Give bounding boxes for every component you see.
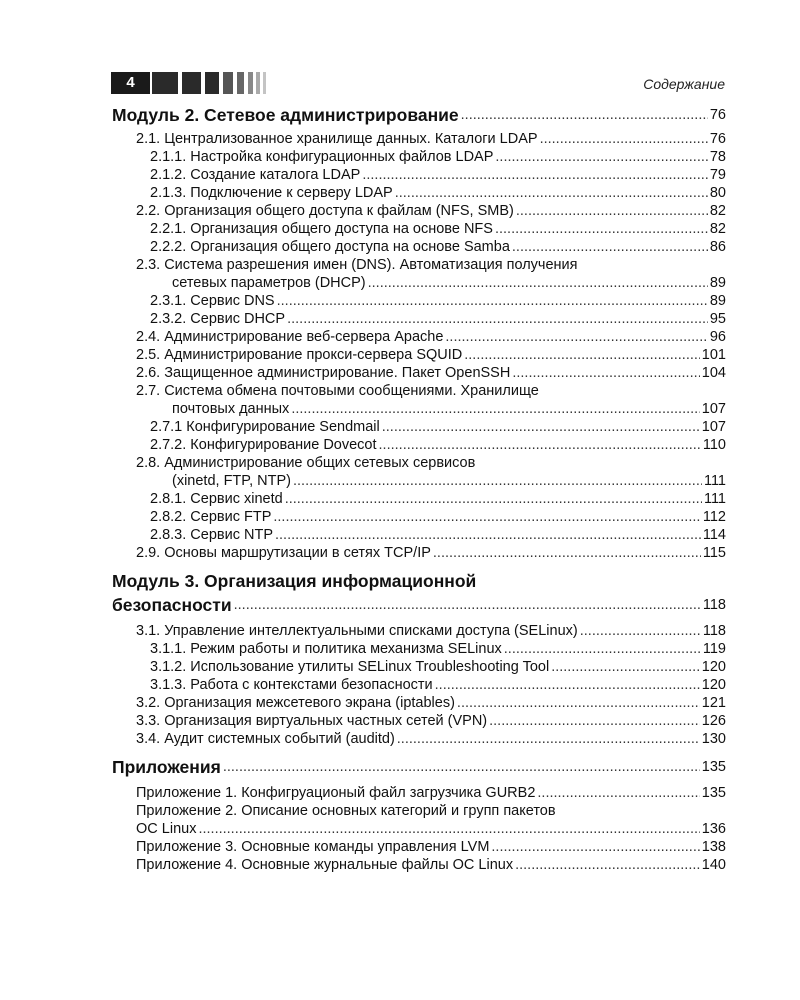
toc-entry <box>112 856 726 874</box>
toc-leader-dots <box>382 418 700 436</box>
toc-page-number: 82 <box>709 221 726 237</box>
toc-entry <box>112 292 726 310</box>
toc-page-number: 95 <box>709 311 726 327</box>
toc-entry-title: Приложение 1. Конфигруационый файл загрузчика GURB2 <box>136 785 536 801</box>
toc-leader-dots <box>275 526 701 544</box>
toc-page-number: 86 <box>709 239 726 255</box>
toc-entry <box>112 130 726 148</box>
toc-entry-title: 2.4. Администрирование веб-сервера Apache <box>136 329 444 345</box>
toc-entry-title: 2.6. Защищенное администрирование. Пакет OpenSSH <box>136 365 511 381</box>
toc-entry <box>112 640 726 658</box>
toc-entry-title: 2.5. Администрирование прокси-сервера SQUID <box>136 347 463 363</box>
toc-page-number: 101 <box>701 347 726 363</box>
toc-entry-title: безопасности <box>112 595 232 615</box>
page-header <box>111 72 725 98</box>
toc-page-number: 96 <box>709 329 726 345</box>
toc-page-number: 89 <box>709 275 726 291</box>
toc-leader-dots <box>291 400 699 418</box>
toc-entry <box>112 658 726 676</box>
toc-leader-dots <box>285 490 702 508</box>
toc-entry <box>112 454 726 472</box>
toc-leader-dots <box>540 130 708 148</box>
toc-entry <box>112 328 726 346</box>
toc-page-number: 119 <box>702 641 726 657</box>
toc-entry <box>112 184 726 202</box>
toc-entry <box>112 400 726 418</box>
toc-entry <box>112 346 726 364</box>
toc-page-number: 138 <box>701 839 726 855</box>
toc-entry-title: 2.3. Система разрешения имен (DNS). Автоматизация получения <box>136 257 578 273</box>
toc-entry <box>112 256 726 274</box>
toc-entry-title: 2.1.1. Настройка конфигурационных файлов LDAP <box>150 149 494 165</box>
toc-entry <box>112 820 726 838</box>
toc-leader-dots <box>395 184 708 202</box>
toc-entry-title: 3.4. Аудит системных событий (auditd) <box>136 731 395 747</box>
toc-page-number: 121 <box>701 695 726 711</box>
toc-entry-title: 2.2.1. Организация общего доступа на основе NFS <box>150 221 493 237</box>
toc-leader-dots <box>287 310 708 328</box>
toc-entry-title: 2.1. Централизованное хранилище данных. Каталоги LDAP <box>136 131 538 147</box>
toc-page-number: 76 <box>709 131 726 147</box>
toc-entry <box>112 364 726 382</box>
toc-entry <box>112 802 726 820</box>
toc-entry <box>112 712 726 730</box>
toc-page-number: 76 <box>709 107 726 123</box>
toc-entry-title: Приложение 3. Основные команды управления LVM <box>136 839 490 855</box>
toc-entry <box>112 382 726 400</box>
toc-leader-dots <box>277 292 708 310</box>
toc-leader-dots <box>512 364 699 382</box>
toc-entry-title: 2.2. Организация общего доступа к файлам (NFS, SMB) <box>136 203 514 219</box>
toc-entry-title: ОС Linux <box>136 821 197 837</box>
toc-leader-dots <box>457 694 700 712</box>
toc-entry <box>112 622 726 640</box>
toc-module-heading <box>112 104 726 126</box>
toc-leader-dots <box>495 220 708 238</box>
toc-page-number: 111 <box>703 491 726 507</box>
toc-page-number: 135 <box>701 759 726 775</box>
toc-page-number: 82 <box>709 203 726 219</box>
toc-leader-dots <box>445 328 707 346</box>
toc-leader-dots <box>491 838 699 856</box>
toc-page-number: 104 <box>701 365 726 381</box>
toc-module-heading <box>112 570 726 592</box>
toc-entry-title: 2.9. Основы маршрутизации в сетях TCP/IP <box>136 545 431 561</box>
toc-page-number: 107 <box>701 419 726 435</box>
toc-entry <box>112 436 726 454</box>
page-number: 4 <box>111 72 150 94</box>
toc-entry-title: 2.3.2. Сервис DHCP <box>150 311 286 327</box>
toc-entry-title: 3.1. Управление интеллектуальными списками доступа (SELinux) <box>136 623 578 639</box>
toc-page-number: 79 <box>709 167 726 183</box>
toc-leader-dots <box>580 622 701 640</box>
toc-page-number: 126 <box>701 713 726 729</box>
toc-page-number: 110 <box>702 437 726 453</box>
toc-entry-title: 2.8.1. Сервис xinetd <box>150 491 283 507</box>
toc-entry-title: 3.3. Организация виртуальных частных сетей (VPN) <box>136 713 488 729</box>
toc-page-number: 78 <box>709 149 726 165</box>
toc-entry <box>112 148 726 166</box>
toc-entry <box>112 238 726 256</box>
toc-entry <box>112 202 726 220</box>
toc-leader-dots <box>362 166 708 184</box>
toc-leader-dots <box>495 148 707 166</box>
toc-leader-dots <box>504 640 701 658</box>
toc-entry-title: Приложения <box>112 757 221 777</box>
toc-entry-title: 2.8.2. Сервис FTP <box>150 509 272 525</box>
toc-entry <box>112 676 726 694</box>
toc-page-number: 80 <box>709 185 726 201</box>
toc-entry <box>112 508 726 526</box>
toc-leader-dots <box>223 756 700 778</box>
toc-entry-title: 3.1.2. Использование утилиты SELinux Troubleshooting Tool <box>150 659 550 675</box>
toc-entry <box>112 838 726 856</box>
toc-leader-dots <box>368 274 708 292</box>
toc-leader-dots <box>234 594 701 616</box>
toc-entry-title: сетевых параметров (DHCP) <box>172 275 366 291</box>
toc-entry-title: 2.8.3. Сервис NTP <box>150 527 273 543</box>
toc-entry-title: 3.1.3. Работа с контекстами безопасности <box>150 677 433 693</box>
toc-leader-dots <box>516 202 708 220</box>
toc-leader-dots <box>461 104 708 126</box>
toc-entry <box>112 544 726 562</box>
toc-entry <box>112 694 726 712</box>
toc-entry-title: 3.1.1. Режим работы и политика механизма SELinux <box>150 641 502 657</box>
toc-entry <box>112 220 726 238</box>
toc-page-number: 107 <box>701 401 726 417</box>
toc-module-heading <box>112 756 726 778</box>
toc-page-number: 136 <box>701 821 726 837</box>
toc-page-number: 112 <box>702 509 726 525</box>
toc-entry-title: 2.2.2. Организация общего доступа на основе Samba <box>150 239 510 255</box>
toc-leader-dots <box>464 346 700 364</box>
toc-page-number: 135 <box>701 785 726 801</box>
toc-entry <box>112 166 726 184</box>
toc-entry <box>112 274 726 292</box>
toc-leader-dots <box>433 544 701 562</box>
toc-page-number: 120 <box>701 659 726 675</box>
toc-page-number: 111 <box>703 473 726 489</box>
toc-entry-title: Модуль 3. Организация информационной <box>112 571 477 591</box>
toc-entry-title: 2.3.1. Сервис DNS <box>150 293 275 309</box>
toc-entry-title: 2.8. Администрирование общих сетевых сервисов <box>136 455 476 471</box>
toc-entry <box>112 418 726 436</box>
toc-page-number: 118 <box>702 623 726 639</box>
toc-page-number: 120 <box>701 677 726 693</box>
toc-entry <box>112 730 726 748</box>
toc-entry-title: Модуль 2. Сетевое администрирование <box>112 105 459 125</box>
toc-leader-dots <box>515 856 700 874</box>
toc-entry-title: 2.7. Система обмена почтовыми сообщениями. Хранилище <box>136 383 539 399</box>
toc-entry <box>112 490 726 508</box>
toc-leader-dots <box>379 436 701 454</box>
toc-entry-title: Приложение 2. Описание основных категорий и групп пакетов <box>136 803 556 819</box>
toc-leader-dots <box>273 508 701 526</box>
toc-leader-dots <box>435 676 700 694</box>
toc-leader-dots <box>293 472 702 490</box>
toc-entry-title: 3.2. Организация межсетевого экрана (iptables) <box>136 695 455 711</box>
toc-leader-dots <box>551 658 700 676</box>
toc-entry <box>112 784 726 802</box>
toc-entry-title: 2.7.1 Конфигурирование Sendmail <box>150 419 380 435</box>
toc-page-number: 130 <box>701 731 726 747</box>
toc-entry-title: почтовых данных <box>172 401 290 417</box>
toc-entry-title: 2.7.2. Конфигурирование Dovecot <box>150 437 377 453</box>
toc-page-number: 114 <box>702 527 726 543</box>
toc-leader-dots <box>489 712 700 730</box>
toc-module-heading <box>112 594 726 616</box>
toc-entry-title: Приложение 4. Основные журнальные файлы ОС Linux <box>136 857 514 873</box>
toc-leader-dots <box>198 820 699 838</box>
toc-page-number: 118 <box>702 597 726 613</box>
toc-page-number: 89 <box>709 293 726 309</box>
toc-page-number: 115 <box>702 545 726 561</box>
toc-entry-title: (xinetd, FTP, NTP) <box>172 473 291 489</box>
toc-leader-dots <box>512 238 708 256</box>
toc-entry-title: 2.1.3. Подключение к серверу LDAP <box>150 185 393 201</box>
toc-entry <box>112 526 726 544</box>
toc-page-number: 140 <box>701 857 726 873</box>
toc-entry <box>112 472 726 490</box>
toc-entry <box>112 310 726 328</box>
toc-leader-dots <box>537 784 699 802</box>
toc-leader-dots <box>397 730 700 748</box>
toc-entry-title: 2.1.2. Создание каталога LDAP <box>150 167 361 183</box>
section-title: Содержание <box>643 76 725 92</box>
